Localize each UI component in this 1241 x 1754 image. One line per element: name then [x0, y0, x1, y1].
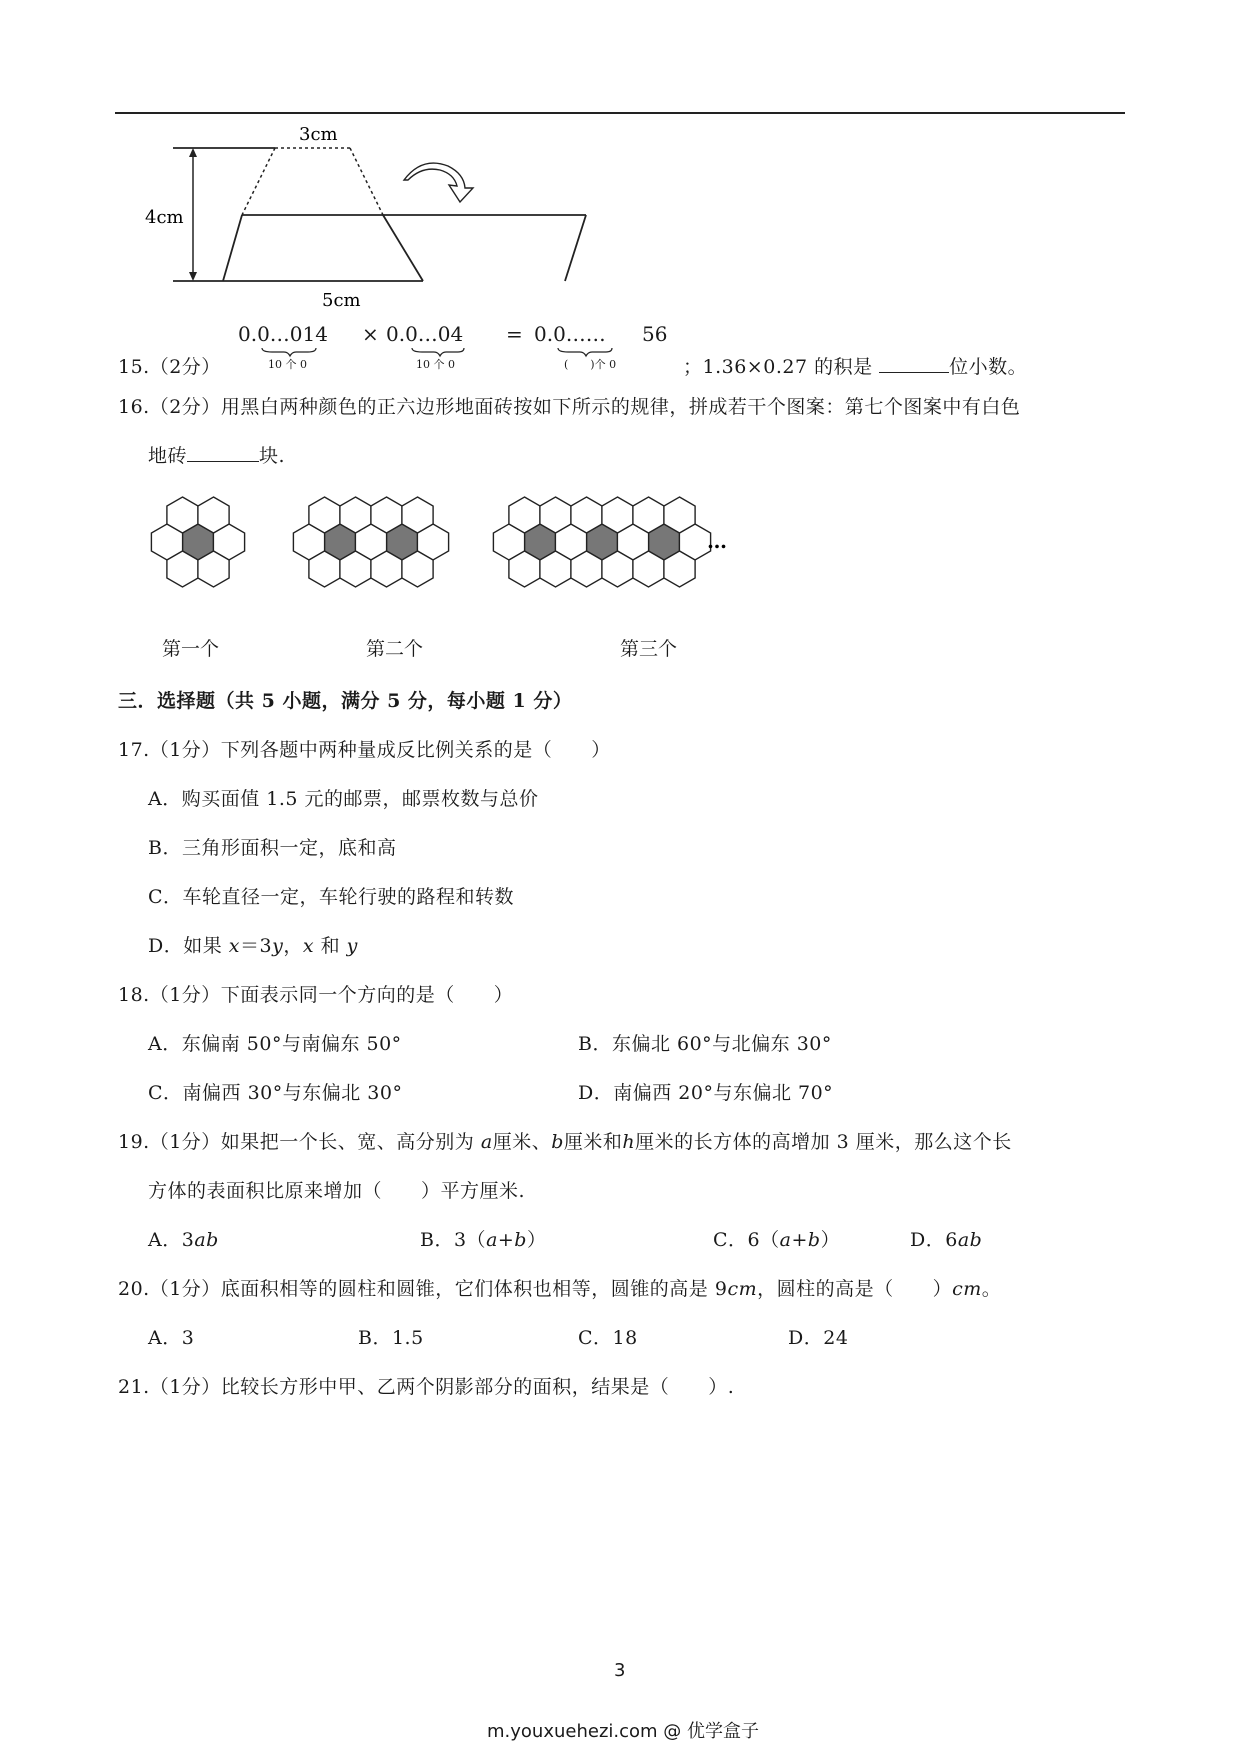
header-rule — [115, 112, 1125, 114]
brace-label-3: ( )个 0 — [564, 358, 617, 370]
q19-stem-line2: 方体的表面积比原来增加（ ）平方厘米. — [148, 1180, 526, 1202]
q15-number: 15.（2分） — [118, 356, 221, 378]
q16-stem-line2: 地砖 块. — [148, 445, 286, 467]
section-title: 三．选择题（共 5 小题，满分 5 分，每小题 1 分） — [118, 690, 573, 712]
rotate-arrow-icon — [404, 163, 473, 202]
q15-answer-blank[interactable] — [879, 356, 949, 373]
q18-stem: 18.（1分）下面表示同一个方向的是（ ） — [118, 984, 514, 1006]
brace-label-1: 10 个 0 — [268, 358, 307, 370]
q17-option-c[interactable]: C．车轮直径一定，车轮行驶的路程和转数 — [148, 886, 515, 908]
q17-option-b[interactable]: B．三角形面积一定，底和高 — [148, 837, 397, 859]
pattern-1 — [151, 497, 244, 587]
q20-option-d[interactable]: D．24 — [788, 1327, 849, 1349]
expr-times: × — [362, 322, 379, 346]
parallelogram-figure — [140, 118, 600, 310]
pattern-3 — [493, 497, 710, 587]
q16-stem: 16.（2分）用黑白两种颜色的正六边形地面砖按如下所示的规律，拼成若干个图案：第七个图案中有白色 — [118, 396, 1021, 418]
q15-text: ；1.36×0.27 的积是 位小数。 — [683, 356, 1028, 378]
q16-answer-blank[interactable] — [187, 445, 259, 462]
q18-option-d[interactable]: D．南偏西 20°与东偏北 70° — [578, 1082, 834, 1104]
pattern-label-1: 第一个 — [162, 638, 220, 660]
bottom-length-label: 5cm — [322, 290, 361, 310]
pattern-2 — [293, 497, 448, 587]
q19-stem: 19.（1分）如果把一个长、宽、高分别为 a厘米、b厘米和h厘米的长方体的高增加 3 厘米，那么这个长 — [118, 1131, 1012, 1153]
footer-source: m.youxuehezi.com @ 优学盒子 — [487, 1721, 760, 1742]
q17-option-a[interactable]: A．购买面值 1.5 元的邮票，邮票枚数与总价 — [148, 788, 539, 810]
top-length-label: 3cm — [299, 124, 338, 145]
pattern-label-3: 第三个 — [620, 638, 678, 660]
expr-equals: = — [506, 322, 523, 346]
pattern-label-2: 第二个 — [366, 638, 424, 660]
q17-stem: 17.（1分）下列各题中两种量成反比例关系的是（ ） — [118, 739, 611, 761]
q20-stem: 20.（1分）底面积相等的圆柱和圆锥，它们体积也相等，圆锥的高是 9cm，圆柱的高是（ ）cm。 — [118, 1278, 1002, 1300]
expr-right-end: 56 — [642, 322, 668, 346]
q19-option-b[interactable]: B．3（a+b） — [420, 1229, 547, 1251]
q20-option-c[interactable]: C．18 — [578, 1327, 638, 1349]
q20-option-b[interactable]: B．1.5 — [358, 1327, 424, 1349]
q19-option-d[interactable]: D．6ab — [910, 1229, 983, 1251]
q18-option-a[interactable]: A．东偏南 50°与南偏东 50° — [148, 1033, 402, 1055]
page-number: 3 — [614, 1660, 626, 1681]
hexagon-patterns — [140, 490, 740, 600]
q19-option-a[interactable]: A．3ab — [148, 1229, 219, 1251]
expr-middle: 0.0…04 — [386, 322, 464, 346]
q21-stem: 21.（1分）比较长方形中甲、乙两个阴影部分的面积，结果是（ ）. — [118, 1376, 735, 1398]
expr-right-start: 0.0…… — [534, 322, 606, 346]
expr-left: 0.0…014 — [238, 322, 328, 346]
height-label: 4cm — [145, 207, 184, 228]
q15-decimal-expression — [236, 318, 686, 370]
q18-option-c[interactable]: C．南偏西 30°与东偏北 30° — [148, 1082, 403, 1104]
pattern-ellipsis: … — [707, 529, 727, 553]
brace-label-2: 10 个 0 — [416, 358, 455, 370]
q18-option-b[interactable]: B．东偏北 60°与北偏东 30° — [578, 1033, 832, 1055]
q20-option-a[interactable]: A．3 — [148, 1327, 195, 1349]
q17-option-d[interactable]: D．如果 x＝3y，x 和 y — [148, 935, 358, 957]
q19-option-c[interactable]: C．6（a+b） — [713, 1229, 841, 1251]
